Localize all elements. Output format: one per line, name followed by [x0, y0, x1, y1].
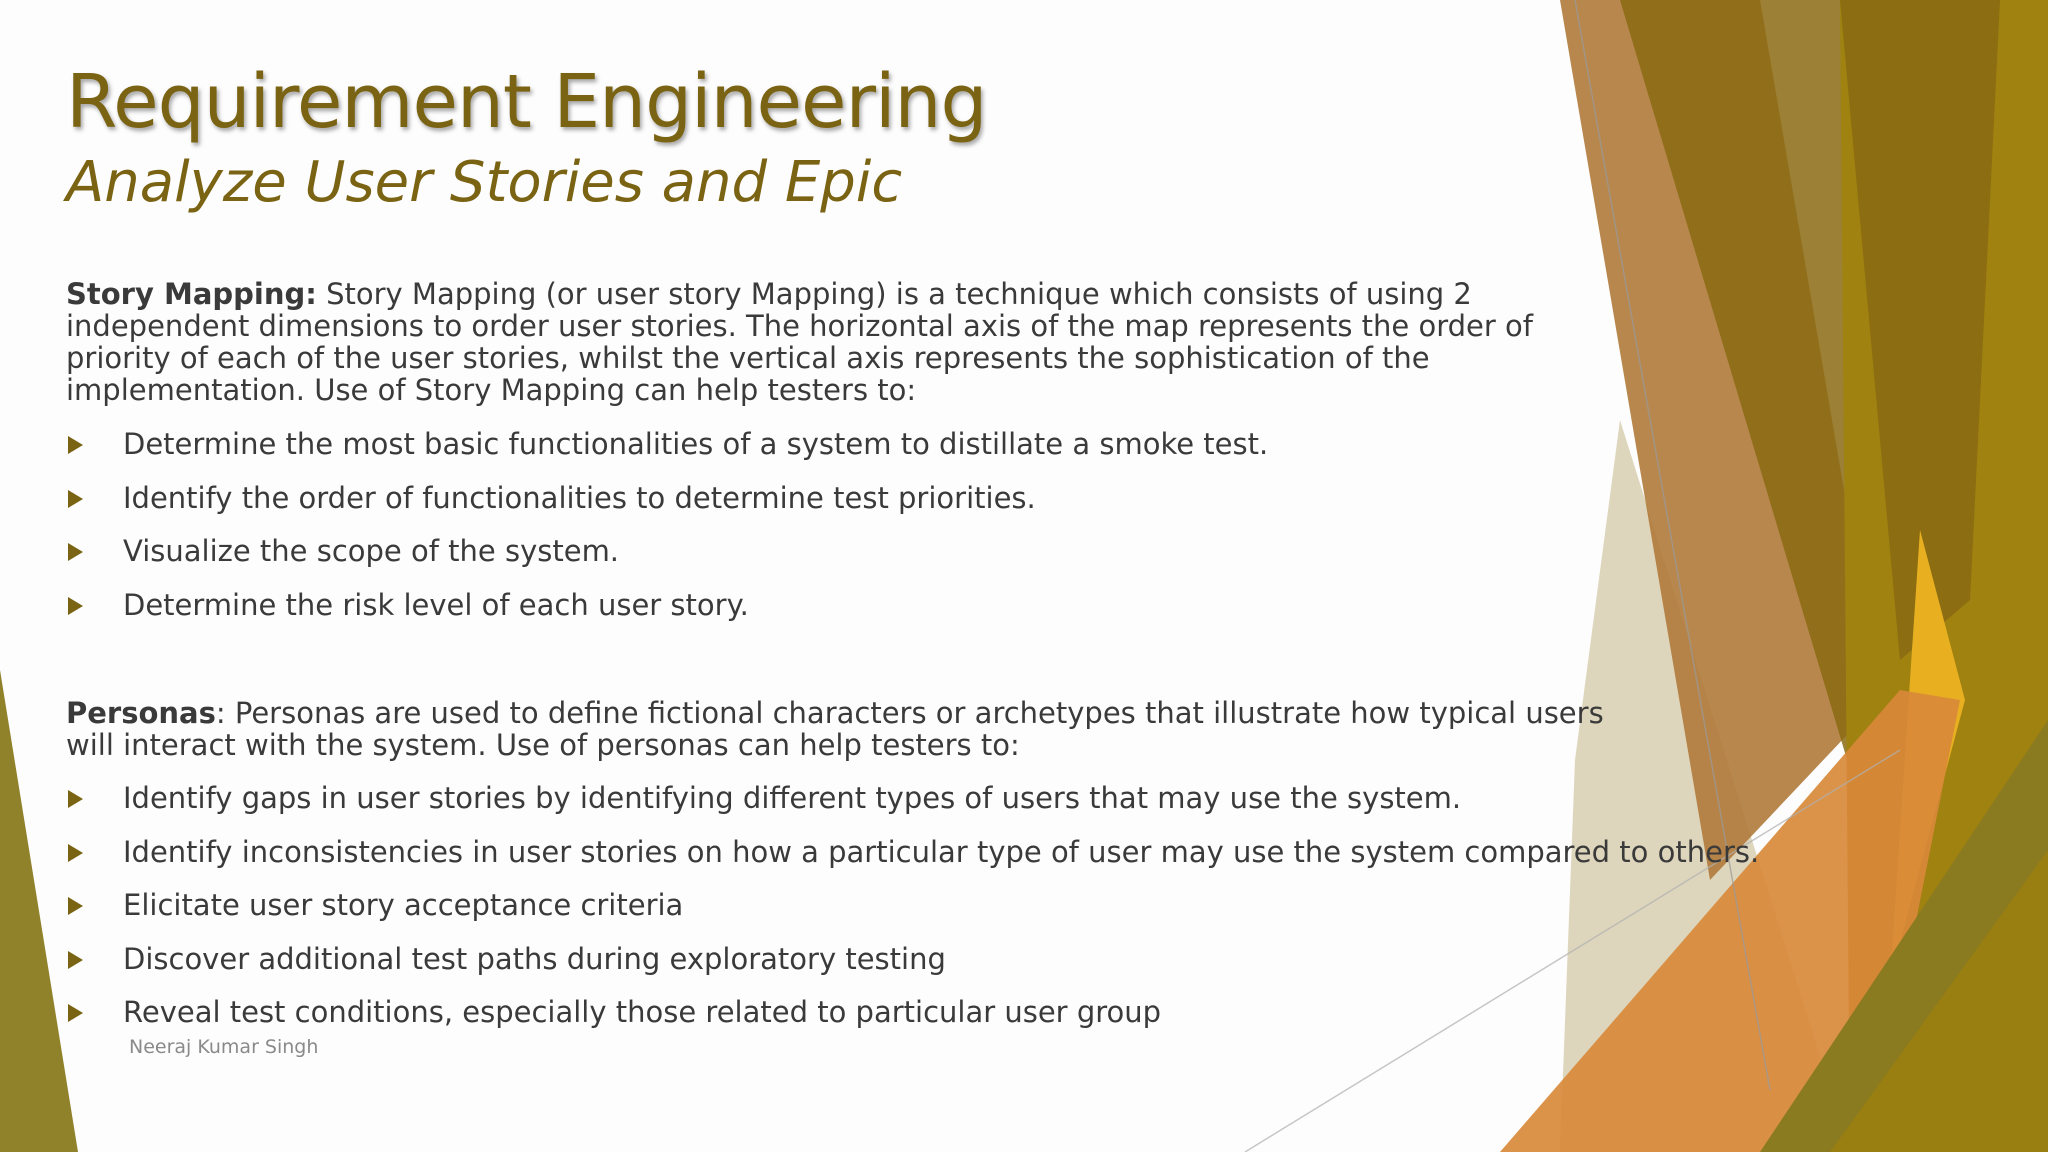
triangle-right-icon — [68, 897, 83, 915]
bullet-text: Elicitate user story acceptance criteria — [123, 888, 684, 922]
list-item — [66, 835, 1759, 889]
story-mapping-term: Story Mapping: — [66, 277, 317, 311]
list-item — [66, 427, 1268, 481]
bullet-text: Identify inconsistencies in user stories on how a particular type of user may use the system compared to others. — [123, 834, 1760, 869]
story-mapping-paragraph — [66, 278, 1636, 406]
bullet-text: Identify the order of functionalities to determine test priorities. — [123, 480, 1036, 515]
bullet-text: Visualize the scope of the system. — [123, 534, 620, 568]
bullet-text: Reveal test conditions, especially those related to particular user group — [123, 995, 1162, 1029]
bullet-text: Identify gaps in user stories by identifying different types of users that may use the system. — [123, 781, 1462, 815]
story-mapping-bullets — [66, 427, 1268, 641]
footer-author: Neeraj Kumar Singh — [129, 1036, 319, 1058]
story-mapping-text: Story Mapping (or user story Mapping) is a technique which consists of using 2 independent dimensions to order user stories. The horizontal axis of the map represents the order of priority of each of the user stories, whilst the vertical axis represents the sophistication of the implementation. Use of Story Mapping can help testers to: — [66, 277, 1533, 407]
list-item — [66, 942, 1759, 996]
list-item — [66, 534, 1268, 588]
triangle-right-icon — [68, 436, 83, 454]
personas-paragraph — [66, 697, 1636, 761]
list-item — [66, 781, 1759, 835]
triangle-right-icon — [68, 951, 83, 969]
triangle-right-icon — [68, 597, 83, 615]
bullet-text: Determine the risk level of each user story. — [123, 587, 749, 622]
list-item — [66, 481, 1268, 535]
triangle-right-icon — [68, 844, 83, 862]
triangle-right-icon — [68, 490, 83, 508]
list-item — [66, 995, 1759, 1049]
list-item — [66, 888, 1759, 942]
bullet-text: Determine the most basic functionalities of a system to distillate a smoke test. — [123, 427, 1269, 461]
triangle-right-icon — [68, 1004, 83, 1022]
personas-term: Personas — [66, 696, 216, 730]
personas-text: : Personas are used to define fictional characters or archetypes that illustrate how typical users will interact with the system. Use of personas can help testers to: — [66, 696, 1604, 762]
triangle-right-icon — [68, 543, 83, 561]
list-item — [66, 588, 1268, 642]
personas-bullets — [66, 781, 1759, 1049]
slide-title: Requirement Engineering — [66, 59, 987, 145]
triangle-right-icon — [68, 790, 83, 808]
bullet-text: Discover additional test paths during exploratory testing — [123, 941, 946, 976]
slide-subtitle: Analyze User Stories and Epic — [66, 150, 903, 215]
